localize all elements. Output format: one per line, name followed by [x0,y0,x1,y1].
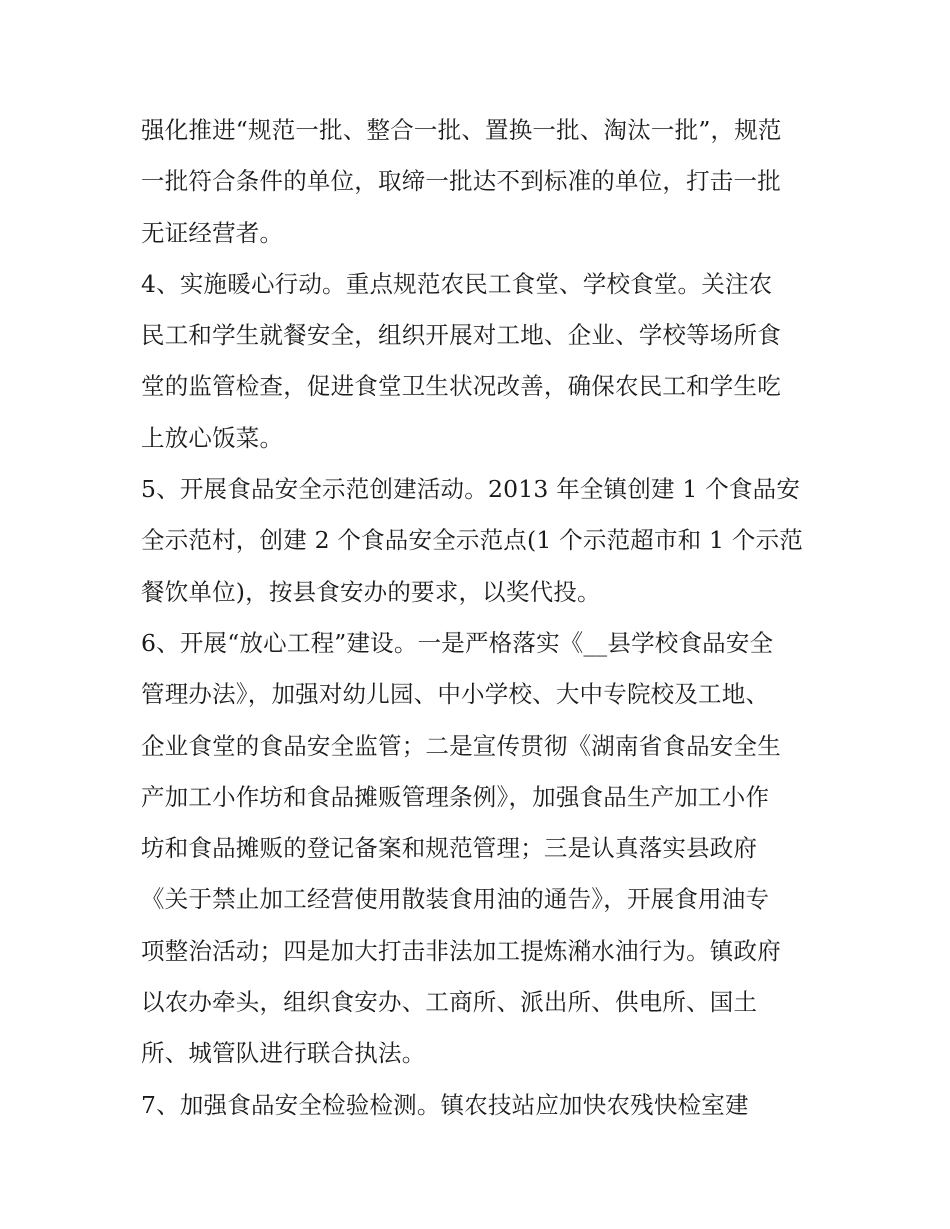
text-line: 6、开展“放心工程”建设。一是严格落实《__县学校食品安全 [141,628,774,657]
text-line: 7、加强食品安全检验检测。镇农技站应加快农残快检室建 [141,1090,749,1119]
text-line: 餐饮单位)，按县食安办的要求，以奖代投。 [141,577,601,606]
text-line: 上放心饭菜。 [141,423,284,452]
text-line: 项整治活动；四是加大打击非法加工提炼潲水油行为。镇政府 [141,936,781,965]
text-line: 5、开展食品安全示范创建活动。2013 年全镇创建 1 个食品安 [141,475,801,504]
text-line: 强化推进“规范一批、整合一批、置换一批、淘汰一批”，规范 [141,116,782,144]
text-line: 以农办牵头，组织食安办、工商所、派出所、供电所、国土 [141,988,758,1017]
text-line: 全示范村，创建 2 个食品安全示范点(1 个示范超市和 1 个示范 [141,526,803,555]
text-line: 管理办法》，加强对幼儿园、中小学校、大中专院校及工地、 [141,680,770,709]
text-line: 所、城管队进行联合执法。 [141,1039,426,1068]
text-line: 4、实施暖心行动。重点规范农民工食堂、学校食堂。关注农 [141,269,773,298]
document-body [141,105,813,1131]
text-line: 产加工小作坊和食品摊贩管理条例》，加强食品生产加工小作 [141,782,770,811]
text-line: 堂的监管检查，促进食堂卫生状况改善，确保农民工和学生吃 [141,372,781,401]
text-line: 坊和食品摊贩的登记备案和规范管理；三是认真落实县政府 [141,834,758,863]
text-line: 无证经营者。 [141,218,284,247]
text-line: 民工和学生就餐安全，组织开展对工地、企业、学校等场所食 [141,321,781,350]
text-line: 企业食堂的食品安全监管；二是宣传贯彻《湖南省食品安全生 [141,731,781,760]
text-line: 《关于禁止加工经营使用散装食用油的通告》，开展食用油专 [141,885,770,914]
text-line: 一批符合条件的单位，取缔一批达不到标准的单位，打击一批 [141,167,781,196]
